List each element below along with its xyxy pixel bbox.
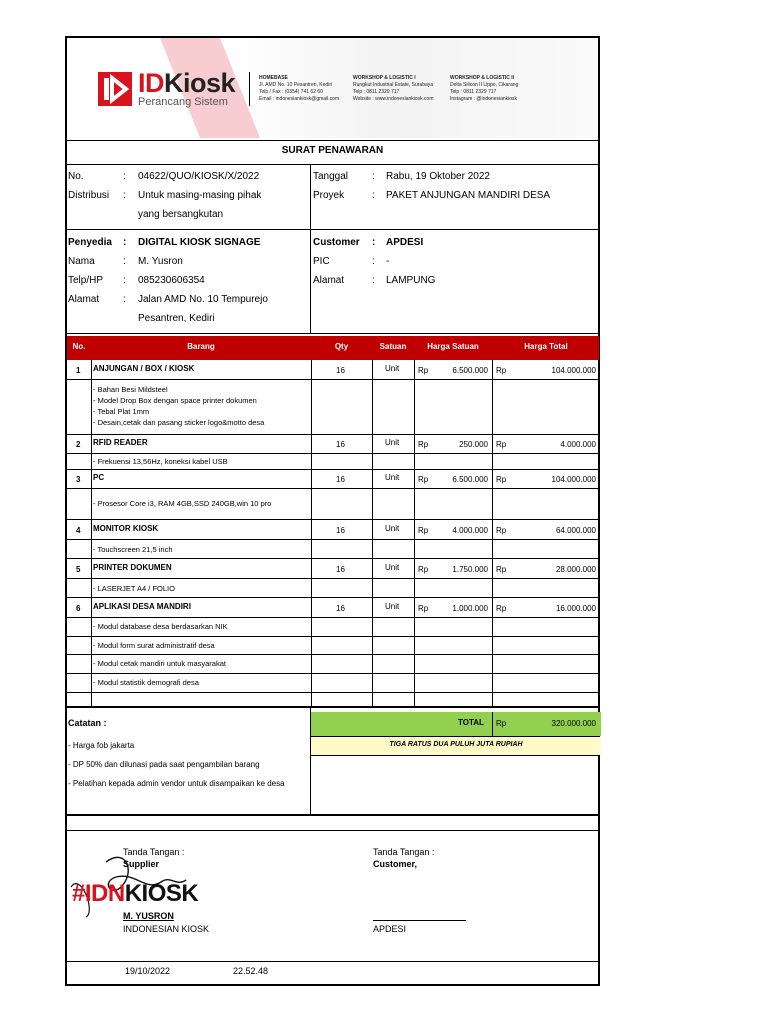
grid — [66, 558, 600, 559]
workshop1-address — [353, 75, 434, 103]
row-price: 6.500.000 — [452, 366, 488, 375]
row-detail: - Modul cetak mandiri untuk masyarakat — [93, 659, 226, 668]
homebase-line: Jl. AMD No. 10 Pesantren, Kediri — [259, 82, 333, 88]
workshop2-address — [450, 75, 518, 103]
note-item: - DP 50% dan dilunasi pada saat pengambilan barang — [68, 760, 260, 769]
row-no: 1 — [76, 366, 81, 375]
row-detail: - Modul form surat administratif desa — [93, 641, 215, 650]
row-no: 3 — [76, 475, 81, 484]
row-rp: Rp — [418, 526, 429, 535]
colon: : — [123, 275, 126, 286]
customer-label: Customer — [313, 237, 360, 248]
total-rp: Rp — [496, 719, 507, 728]
row-unit: Unit — [385, 602, 400, 611]
row-detail: - LASERJET A4 / FOLIO — [93, 584, 175, 593]
distribusi-value: Untuk masing-masing pihak — [138, 190, 262, 201]
row-total: 104.000.000 — [551, 366, 596, 375]
customer-sig-label: Customer, — [373, 859, 418, 869]
pic-label: PIC — [313, 256, 330, 267]
grid — [66, 434, 600, 435]
grid — [311, 736, 600, 737]
row-qty: 16 — [336, 475, 345, 484]
row-rp: Rp — [418, 604, 429, 613]
rule — [66, 229, 600, 230]
grid — [66, 578, 600, 579]
supplier-label: Supplier — [123, 859, 160, 869]
homebase-title: HOMEBASE — [259, 75, 288, 81]
row-unit: Unit — [385, 563, 400, 572]
supplier-stamp — [72, 880, 198, 908]
no-label: No. — [68, 171, 84, 182]
total-value: 320.000.000 — [551, 719, 596, 728]
colon: : — [372, 275, 375, 286]
row-detail: - Frekuensi 13,56Hz, koneksi kabel USB — [93, 457, 228, 466]
rule — [66, 961, 600, 962]
pic-value: - — [386, 256, 390, 267]
workshop1-title: WORKSHOP & LOGISTIC I — [353, 75, 416, 81]
row-total: 104.000.000 — [551, 475, 596, 484]
grid — [66, 692, 600, 693]
grid — [311, 755, 600, 756]
col-harga-satuan: Harga Satuan — [427, 342, 479, 351]
row-rp: Rp — [418, 475, 429, 484]
distribusi-label: Distribusi — [68, 190, 110, 201]
customer-alamat-label: Alamat — [313, 275, 345, 286]
col-qty: Qty — [334, 342, 349, 351]
proyek-label: Proyek — [313, 190, 345, 201]
brand-name: IDKiosk — [138, 68, 236, 98]
row-total: 28.000.000 — [555, 565, 596, 574]
row-rp: Rp — [418, 366, 429, 375]
footer-date: 19/10/2022 — [125, 966, 171, 976]
row-detail: - Modul statistik demografi desa — [93, 678, 199, 687]
row-price: 1.000.000 — [452, 604, 488, 613]
colon: : — [123, 171, 126, 182]
row-price: 1.750.000 — [452, 565, 488, 574]
info-divider — [310, 165, 311, 333]
row-unit: Unit — [385, 524, 400, 533]
nama-label: Nama — [68, 256, 95, 267]
colon: : — [123, 256, 126, 267]
grid — [66, 519, 600, 520]
no-value: 04622/QUO/KIOSK/X/2022 — [138, 171, 260, 182]
row-detail: - Desain,cetak dan pasang sticker logo&motto desa — [93, 418, 265, 427]
row-rp: Rp — [418, 565, 429, 574]
row-qty: 16 — [336, 440, 345, 449]
brand-subtitle: Perancang Sistem — [138, 96, 228, 108]
colon: : — [372, 171, 375, 182]
grid — [66, 673, 600, 674]
customer-alamat-value: LAMPUNG — [386, 275, 436, 286]
row-total: 16.000.000 — [555, 604, 596, 613]
customer-name: APDESI — [373, 924, 407, 934]
col-no: No. — [72, 342, 86, 351]
homebase-address — [259, 75, 339, 103]
row-detail: - Bahan Besi Mildsteel — [93, 385, 168, 394]
row-no: 6 — [76, 604, 81, 613]
row-rp: Rp — [496, 475, 507, 484]
row-item-name: PC — [93, 473, 105, 482]
col-satuan: Satuan — [379, 342, 407, 351]
supplier-company: INDONESIAN KIOSK — [123, 924, 210, 934]
footer-time: 22.52.48 — [233, 966, 269, 976]
row-price: 4.000.000 — [452, 526, 488, 535]
telp-label: Telp/HP — [68, 275, 104, 286]
row-item-name: APLIKASI DESA MANDIRI — [93, 602, 191, 611]
row-unit: Unit — [385, 438, 400, 447]
row-no: 2 — [76, 440, 81, 449]
telp-value: 085230606354 — [138, 275, 205, 286]
total-label: TOTAL — [458, 718, 484, 727]
grid — [66, 597, 600, 598]
grid — [66, 636, 600, 637]
notes-title: Catatan : — [68, 718, 107, 728]
row-total: 64.000.000 — [555, 526, 596, 535]
workshop2-line: Telp : 0811 2329 717 — [450, 89, 497, 95]
nama-value: M. Yusron — [138, 256, 183, 267]
document-title: SURAT PENAWARAN — [281, 145, 384, 156]
row-item-name: PRINTER DOKUMEN — [93, 563, 172, 572]
penyedia-label: Penyedia — [68, 237, 112, 248]
total-words: TIGA RATUS DUA PULUH JUTA RUPIAH — [389, 741, 523, 748]
workshop1-line: Rungkut Industrial Estate, Surabaya — [353, 82, 434, 88]
row-item-name: ANJUNGAN / BOX / KIOSK — [93, 364, 195, 373]
brand-logo-icon — [98, 72, 132, 106]
rule — [66, 140, 600, 141]
proyek-value: PAKET ANJUNGAN MANDIRI DESA — [386, 190, 551, 201]
grid — [310, 707, 311, 815]
colon: : — [123, 294, 126, 305]
distribusi-value: yang bersangkutan — [138, 209, 224, 220]
header-divider — [249, 72, 250, 106]
row-qty: 16 — [336, 366, 345, 375]
row-qty: 16 — [336, 565, 345, 574]
grid — [66, 488, 600, 489]
note-item: - Pelatihan kepada admin vendor untuk disampaikan ke desa — [68, 779, 285, 788]
tanggal-value: Rabu, 19 Oktober 2022 — [386, 171, 490, 182]
row-item-name: RFID READER — [93, 438, 148, 447]
rule — [66, 333, 600, 334]
col-harga-total: Harga Total — [524, 342, 568, 351]
colon: : — [372, 237, 376, 248]
grid — [66, 617, 600, 618]
grid — [66, 469, 600, 470]
colon: : — [372, 190, 375, 201]
row-detail: - Modul database desa berdasarkan NIK — [93, 622, 228, 631]
homebase-line: Telp / Fax : (0354) 741 62 60 — [259, 89, 323, 95]
customer-sign-line — [373, 920, 466, 921]
col-barang: Barang — [187, 342, 215, 351]
customer-value: APDESI — [386, 237, 424, 248]
alamat-value: Jalan AMD No. 10 Tempurejo — [138, 294, 268, 305]
row-rp: Rp — [496, 366, 507, 375]
workshop2-title: WORKSHOP & LOGISTIC II — [450, 75, 515, 81]
row-rp: Rp — [496, 565, 507, 574]
note-item: - Harga fob jakarta — [68, 741, 135, 750]
customer-tt-label: Tanda Tangan : — [373, 847, 435, 857]
row-no: 4 — [76, 526, 81, 535]
alamat-value: Pesantren, Kediri — [138, 313, 215, 324]
row-detail: - Model Drop Box dengan space printer dokumen — [93, 396, 257, 405]
row-item-name: MONITOR KIOSK — [93, 524, 159, 533]
row-unit: Unit — [385, 364, 400, 373]
rule — [66, 164, 600, 165]
row-qty: 16 — [336, 604, 345, 613]
row-detail: - Touchscreen 21,5 inch — [93, 545, 173, 554]
alamat-label: Alamat — [68, 294, 100, 305]
homebase-line: Email : indonesiankiosk@gmail.com — [259, 96, 340, 102]
row-no: 5 — [76, 565, 81, 574]
colon: : — [123, 190, 126, 201]
supplier-tt-label: Tanda Tangan : — [123, 847, 185, 857]
row-rp: Rp — [496, 440, 507, 449]
tanggal-label: Tanggal — [313, 171, 349, 182]
colon: : — [123, 237, 127, 248]
row-rp: Rp — [418, 440, 429, 449]
row-qty: 16 — [336, 526, 345, 535]
penyedia-value: DIGITAL KIOSK SIGNAGE — [138, 237, 261, 248]
stamp-hash: # — [72, 880, 85, 907]
row-unit: Unit — [385, 473, 400, 482]
row-total: 4.000.000 — [560, 440, 596, 449]
row-rp: Rp — [496, 604, 507, 613]
row-rp: Rp — [496, 526, 507, 535]
colon: : — [372, 256, 375, 267]
supplier-name: M. YUSRON — [123, 911, 174, 921]
grid — [66, 654, 600, 655]
row-price: 250.000 — [459, 440, 488, 449]
grid — [492, 712, 493, 736]
stamp-kiosk: KIOSK — [124, 880, 199, 907]
rule — [66, 830, 600, 831]
row-detail: - Tebal Plat 1mm — [93, 407, 150, 416]
workshop2-line: Delta Silicon II Lippo, Cikarang — [450, 82, 519, 88]
workshop1-line: Website : www.indonesiankiosk.com — [353, 96, 434, 102]
workshop2-line: Instagram : @indonesiankiosk — [450, 96, 518, 102]
row-price: 6.500.000 — [452, 475, 488, 484]
grid — [66, 453, 600, 454]
workshop1-line: Telp : 0811 2329 717 — [353, 89, 400, 95]
stamp-idn: IDN — [84, 880, 125, 907]
grid — [66, 379, 600, 380]
rule — [66, 814, 600, 816]
row-detail: - Prosesor Core i3, RAM 4GB,SSD 240GB,win 10 pro — [93, 499, 272, 508]
grid — [66, 539, 600, 540]
grid — [66, 706, 600, 708]
